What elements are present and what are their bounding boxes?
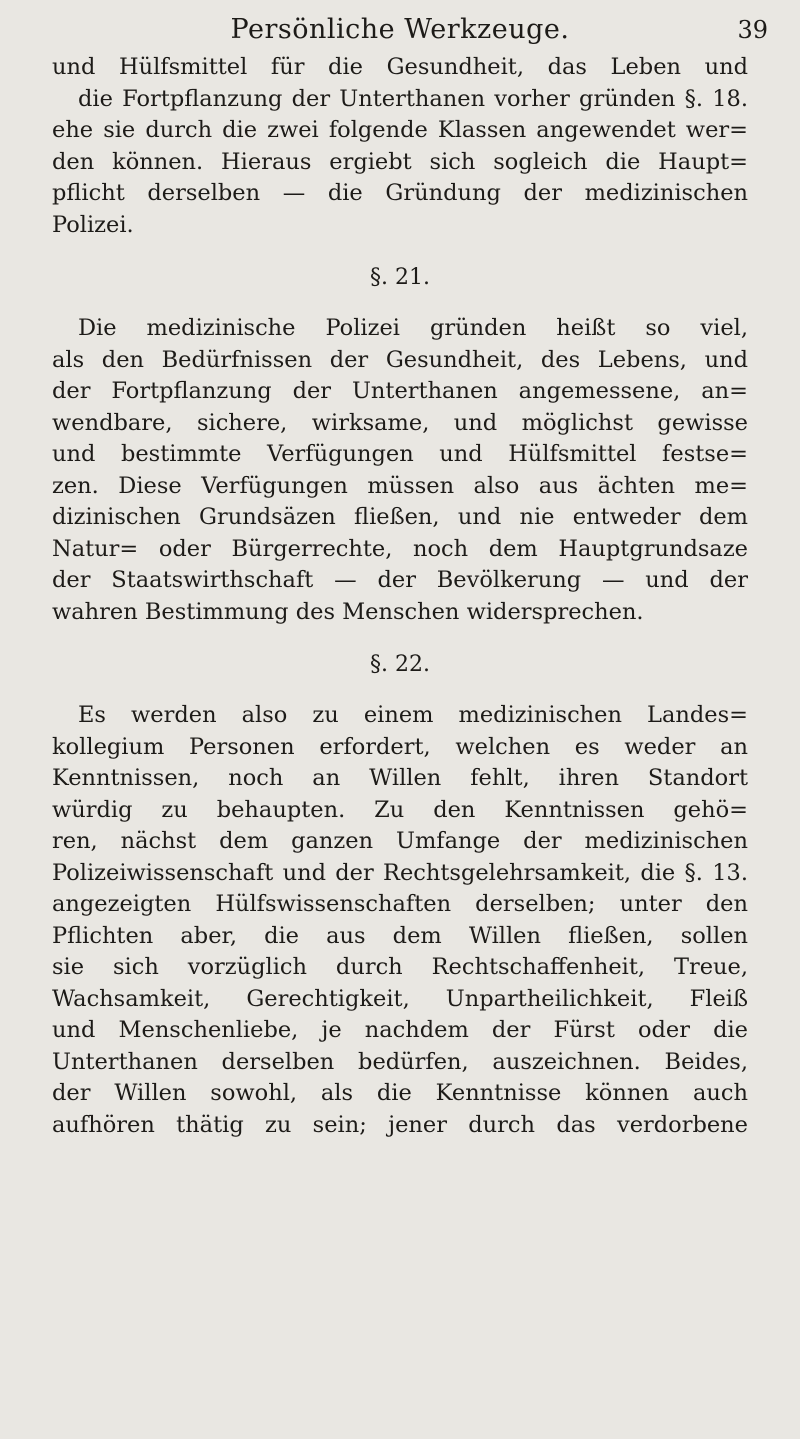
text-line: als den Bedürfnissen der Gesundheit, des Lebens, und — [52, 346, 748, 373]
text-line: Natur= oder Bürgerrechte, noch dem Hauptgrundsaze — [52, 535, 748, 562]
text-line: wendbare, sichere, wirksame, und möglichst gewisse — [52, 409, 748, 436]
text-line: aufhören thätig zu sein; jener durch das verdorbene — [52, 1111, 748, 1138]
text-line: ren, nächst dem ganzen Umfange der medizinischen — [52, 828, 748, 854]
text-line: die Fortpflanzung der Unterthanen vorher gründen §. 18. — [78, 85, 748, 112]
text-line: und bestimmte Verfügungen und Hülfsmittel festse= — [52, 441, 748, 467]
text-line: sie sich vorzüglich durch Rechtschaffenheit, Treue, — [52, 954, 748, 980]
text-line: der Fortpflanzung der Unterthanen angemessene, an= — [52, 378, 748, 404]
text-line: und Hülfsmittel für die Gesundheit, das Leben und — [52, 54, 748, 80]
text-line: ehe sie durch die zwei folgende Klassen angewendet wer= — [52, 117, 748, 143]
text-line: Die medizinische Polizei gründen heißt so viel, — [78, 315, 748, 341]
intro-paragraph — [52, 52, 748, 241]
text-line: der Staatswirthschaft — der Bevölkerung — und der — [52, 567, 748, 593]
text-line: pflicht derselben — die Gründung der medizinischen — [52, 180, 748, 206]
text-line: Unterthanen derselben bedürfen, auszeichnen. Beides, — [52, 1048, 748, 1075]
text-line: Polizei. — [52, 211, 134, 238]
page-number: 39 — [737, 16, 768, 44]
text-line: Pflichten aber, die aus dem Willen fließen, sollen — [52, 922, 748, 949]
running-head — [52, 8, 768, 52]
text-line: würdig zu behaupten. Zu den Kenntnissen gehö= — [52, 796, 748, 823]
text-line: Es werden also zu einem medizinischen Landes= — [78, 702, 748, 728]
section-21-paragraph — [52, 313, 748, 628]
section-22-paragraph — [52, 700, 748, 1141]
text-line: Wachsamkeit, Gerechtigkeit, Unpartheilichkeit, Fleiß — [52, 985, 748, 1012]
text-line: Kenntnissen, noch an Willen fehlt, ihren Standort — [52, 765, 748, 791]
text-line: kollegium Personen erfordert, welchen es weder an — [52, 733, 748, 760]
text-line: angezeigten Hülfswissenschaften derselben; unter den — [52, 891, 748, 917]
section-heading-22: §. 22. — [370, 652, 430, 677]
text-line: den können. Hieraus ergiebt sich sogleich die Haupt= — [52, 148, 748, 175]
text-line: der Willen sowohl, als die Kenntnisse können auch — [52, 1080, 748, 1106]
text-line: wahren Bestimmung des Menschen widersprechen. — [52, 598, 644, 625]
text-line: und Menschenliebe, je nachdem der Fürst oder die — [52, 1017, 748, 1043]
section-heading-21: §. 21. — [370, 265, 430, 290]
text-line: Polizeiwissenschaft und der Rechtsgelehrsamkeit, die §. 13. — [52, 859, 748, 886]
text-line: zen. Diese Verfügungen müssen also aus ächten me= — [52, 472, 748, 499]
running-title: Persönliche Werkzeuge. — [230, 14, 570, 45]
text-line: dizinischen Grundsäzen fließen, und nie entweder dem — [52, 504, 748, 530]
